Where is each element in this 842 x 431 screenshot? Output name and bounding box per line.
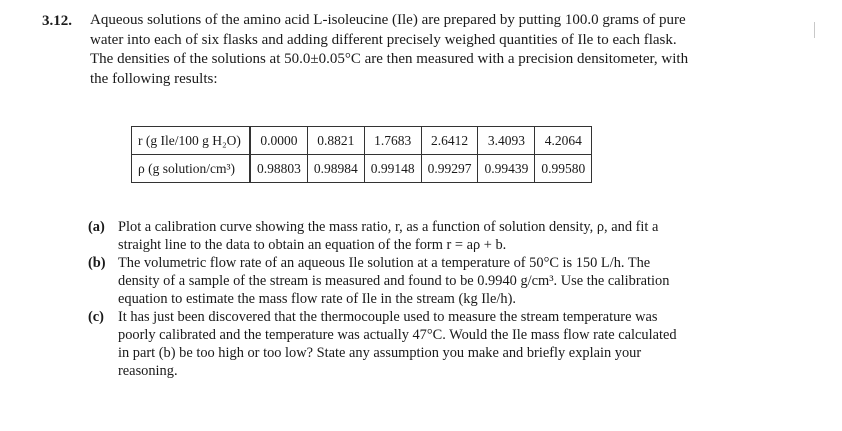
part-b xyxy=(88,254,800,308)
intro-line: The densities of the solutions at 50.0±0.05°C are then measured with a precision densitometer, with xyxy=(90,51,689,68)
part-line: It has just been discovered that the thermocouple used to measure the stream temperature was xyxy=(118,309,658,325)
part-text xyxy=(118,308,800,380)
margin-mark xyxy=(814,22,815,38)
table-row-mass-ratio xyxy=(132,127,592,155)
part-line: The volumetric flow rate of an aqueous Ile solution at a temperature of 50°C is 150 L/h. The xyxy=(118,255,651,271)
table-cell: 1.7683 xyxy=(364,127,421,155)
table-cell: 0.99297 xyxy=(421,155,478,183)
table-row-density xyxy=(132,155,592,183)
part-line: poorly calibrated and the temperature was actually 47°C. Would the Ile mass flow rate calculated xyxy=(118,327,677,343)
table-cell: 0.98984 xyxy=(307,155,364,183)
part-a xyxy=(88,218,800,254)
part-line: straight line to the data to obtain an equation of the form r = aρ + b. xyxy=(118,237,507,253)
part-label: (c) xyxy=(88,309,104,325)
row-label-density: ρ (g solution/cm³) xyxy=(132,155,250,183)
table-cell: 0.99439 xyxy=(478,155,535,183)
table-cell: 0.8821 xyxy=(307,127,364,155)
table-cell: 4.2064 xyxy=(535,127,592,155)
part-line: in part (b) be too high or too low? State any assumption you make and briefly explain your xyxy=(118,345,642,361)
part-label: (a) xyxy=(88,219,105,235)
part-label: (b) xyxy=(88,255,106,271)
part-line: equation to estimate the mass flow rate of Ile in the stream (kg Ile/h). xyxy=(118,291,517,307)
table-cell: 0.99148 xyxy=(364,155,421,183)
part-line: reasoning. xyxy=(118,363,178,379)
part-text xyxy=(118,254,800,308)
intro-line: water into each of six flasks and adding different precisely weighed quantities of Ile to each flask. xyxy=(90,31,677,48)
part-c xyxy=(88,308,800,380)
data-table xyxy=(131,126,592,183)
problem-number: 3.12. xyxy=(42,13,72,29)
table-cell: 3.4093 xyxy=(478,127,535,155)
intro-line: Aqueous solutions of the amino acid L-isoleucine (Ile) are prepared by putting 100.0 grams of pure xyxy=(90,12,686,28)
table-cell: 0.98803 xyxy=(250,155,307,183)
intro-line: the following results: xyxy=(90,70,218,87)
problem-intro xyxy=(90,11,802,89)
problem-parts xyxy=(88,218,800,380)
table-cell: 0.0000 xyxy=(250,127,307,155)
part-line: density of a sample of the stream is measured and found to be 0.9940 g/cm³. Use the calibration xyxy=(118,273,670,289)
table-cell: 2.6412 xyxy=(421,127,478,155)
table-cell: 0.99580 xyxy=(535,155,592,183)
part-line: Plot a calibration curve showing the mass ratio, r, as a function of solution density, ρ, and fit a xyxy=(118,219,659,235)
part-text xyxy=(118,218,800,254)
row-label-mass-ratio: r (g Ile/100 g H₂O) xyxy=(132,127,250,155)
